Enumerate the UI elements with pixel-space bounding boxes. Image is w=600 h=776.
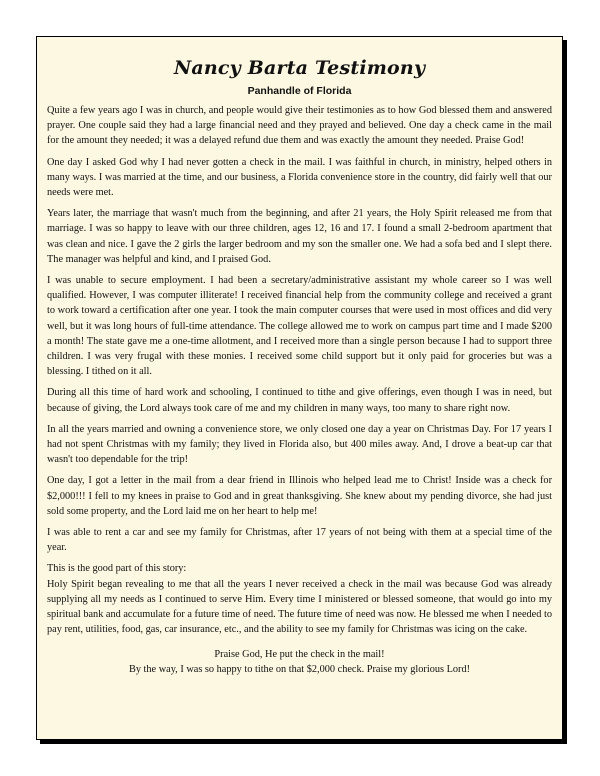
paragraph-christmas: In all the years married and owning a convenience store, we only closed one day a year on Christmas Day. For 17 years I had not spent Christmas with my family; they lived in Florida also, but 400 miles away. And, I drove a beat-up car that wasn't too dependable for the trip! <box>47 423 552 466</box>
closing-line-2: By the way, I was so happy to tithe on that $2,000 check. Praise my glorious Lord! <box>128 663 471 675</box>
paragraph-marriage-ended: Years later, the marriage that wasn't much from the beginning, and after 21 years, the Holy Spirit released me from that marriage. I was so happy to leave with our three children, ages 12, 16 and 17. I found a small 2-bedroom apartment that was clean and nice. I gave the 2 girls the larger bedroom and my son the smaller one. We had a sofa bed and I slept there. The manager was helpful and kind, and I praised God. <box>47 208 552 265</box>
paragraph-good-part <box>47 561 552 637</box>
paragraph-employment: I was unable to secure employment. I had been a secretary/administrative assistant my whole career so I was well qualified. However, I was computer illiterate! I received financial help from the community college and received a grant to work toward a certification after one year. I took the main computer courses that were used in most offices and did very well, but it was long hours of full-time attendance. The college allowed me to work on campus part time and I made $200 a month! The state gave me a one-time allotment, and I received more than a single person because I had to support three children. I was very frugal with these monies. I received some child support but it only paid for groceries but was a blessing. I tithed on it all. <box>47 275 552 378</box>
testimony-page <box>36 36 563 740</box>
paragraph-tithing: During all this time of hard work and schooling, I continued to tithe and give offerings, even though I was in need, but because of giving, the Lord always took care of me and my children in many ways, too many to share right now. <box>47 387 552 414</box>
paragraph-check-letter: One day, I got a letter in the mail from a dear friend in Illinois who helped lead me to Christ! Inside was a check for $2,000!!! I fell to my knees in praise to God and in great thanksgiving. She knew about my pending divorce, she had just sold some property, and the Lord laid me on her heart to help me! <box>47 475 552 517</box>
paragraph-rent-car: I was able to rent a car and see my family for Christmas, after 17 years of not being with them at a special time of the year. <box>47 527 552 554</box>
paragraph-asked-god: One day I asked God why I had never gotten a check in the mail. I was faithful in church, in ministry, helped others in many ways. I was married at the time, and our business, a Florida convenience store in the country, did fairly well that our needs were met. <box>47 156 552 199</box>
location-subtitle: Panhandle of Florida <box>247 85 352 97</box>
paragraph-church-testimonies: Quite a few years ago I was in church, and people would give their testimonies as to how God blessed them and answered prayer. One couple said they had a large financial need and they prayed and believed. One day a check came in the mail for the amount they needed; it was a delayed refund due them and was exactly the amount they needed. Praise God! <box>47 105 552 147</box>
page-title: Nancy Barta Testimony <box>173 57 426 79</box>
closing-line-1: Praise God, He put the check in the mail! <box>214 648 385 660</box>
story-body: Holy Spirit began revealing to me that all the years I never received a check in the mail was because God was already supplying all my needs as I continued to serve Him. Every time I ministered or blessed someone, that would go into my spiritual bank and accumulate for a future time of need. The future time of need was now. He blessed me when I needed to pay rent, utilities, food, gas, car insurance, etc., and the ability to see my family for Christmas was icing on the cake. <box>47 578 552 636</box>
story-intro: This is the good part of this story: <box>47 563 187 575</box>
